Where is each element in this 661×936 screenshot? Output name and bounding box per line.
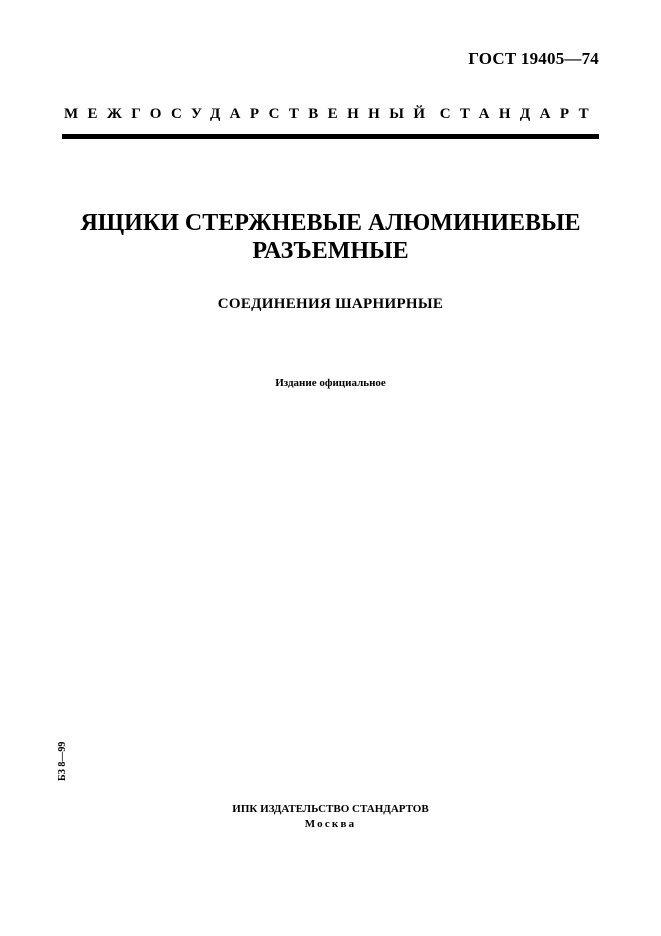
title-line-1: ЯЩИКИ СТЕРЖНЕВЫЕ АЛЮМИНИЕВЫЕ xyxy=(80,210,581,236)
publisher-name: ИПК ИЗДАТЕЛЬСТВО СТАНДАРТОВ xyxy=(232,803,429,815)
document-subtitle: СОЕДИНЕНИЯ ШАРНИРНЫЕ xyxy=(217,296,444,312)
standard-number: ГОСТ 19405—74 xyxy=(468,49,599,68)
header-divider xyxy=(62,134,599,139)
title-line-2: РАЗЪЕМНЫЕ xyxy=(252,238,409,264)
side-print-code: БЗ 8—99 xyxy=(57,741,68,781)
publisher-city: Москва xyxy=(304,818,357,830)
edition-note: Издание официальное xyxy=(275,377,386,389)
header-word-interstate: МЕЖГОСУДАРСТВЕННЫЙ xyxy=(64,106,435,122)
header-word-standard: СТАНДАРТ xyxy=(439,106,598,122)
document-title xyxy=(40,209,621,265)
standard-type-header xyxy=(64,106,598,123)
